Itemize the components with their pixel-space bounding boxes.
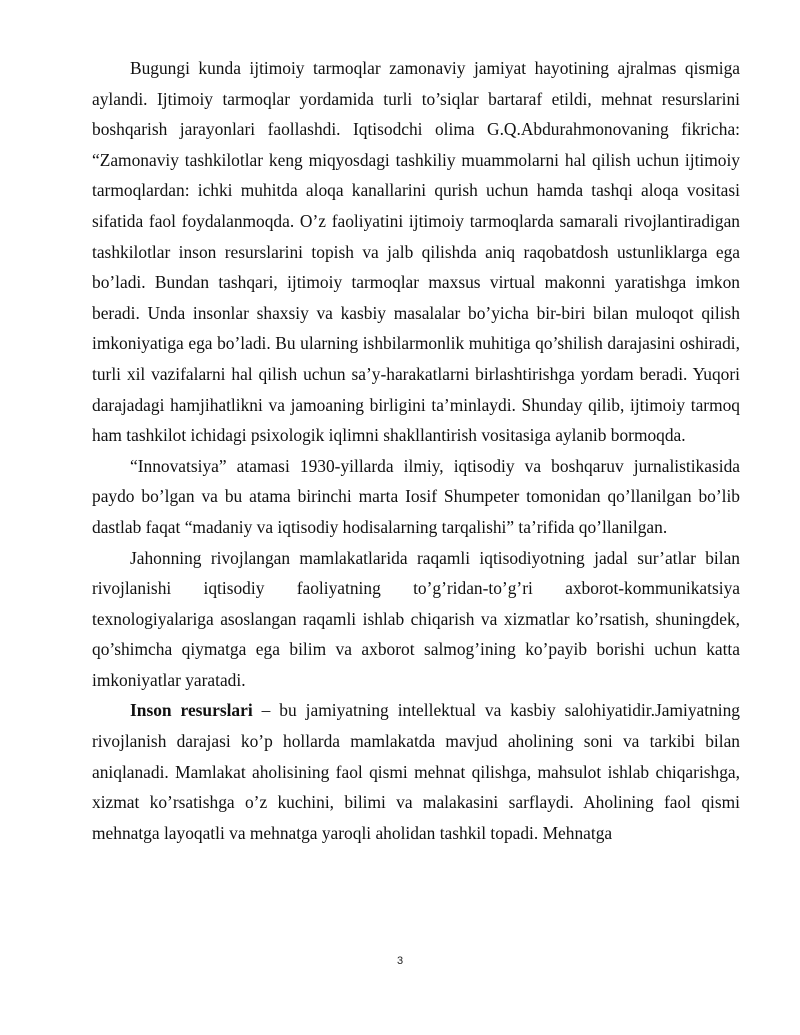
paragraph-text: Bugungi kunda ijtimoiy tarmoqlar zamonaviy jamiyat hayotining ajralmas qismiga aylandi. Ijtimoiy tarmoqlar yordamida turli to’siqlar bartaraf etildi, mehnat resurslarini boshqarish jarayonlari faollashdi. Iqtisodchi olima G.Q.Abdurahmonovaning fikricha: “Zamonaviy tashkilotlar keng miqyosdagi tashkiliy muammolarni hal qilish uchun ijtimoiy tarmoqlardan: ichki muhitda aloqa kanallarini qurish uchun hamda tashqi aloqa vositasi sifatida faol foydalanmoqda. O’z faoliyatini ijtimoiy tarmoqlarda samarali rivojlantiradigan tashkilotlar inson resurslarini topish va jalb qilishda aniq raqobatdosh ustunliklarga ega bo’ladi. Bundan tashqari, ijtimoiy tarmoqlar maxsus virtual makonni yaratishga imkon beradi. Unda insonlar shaxsiy va kasbiy masalalar bo’yicha bir-biri bilan muloqot qilish imkoniyatiga ega bo’ladi. Bu ularning ishbilarmonlik muhitiga qo’shilish darajasini oshiradi, turli xil vazifalarni hal qilish uchun sa’y-harakatlarni birlashtirishga yordam beradi. Yuqori darajadagi hamjihatlikni va jamoaning birligini ta’minlaydi. Shunday qilib, ijtimoiy tarmoq ham tashkilot ichidagi psixologik iqlimni shakllantirish vositasiga aylanib bormoqda. — [92, 58, 740, 446]
page-number: 3 — [396, 955, 404, 967]
paragraph-text: Jahonning rivojlangan mamlakatlarida raqamli iqtisodiyotning jadal sur’atlar bilan rivojlanishi iqtisodiy faoliyatning to’g’ridan-to’g’ri axborot-kommunikatsiya texnologiyalariga asoslangan raqamli ishlab chiqarish va xizmatlar ko’rsatish, shuningdek, qo’shimcha qiymatga ega bilim va axborot salmog’ining ko’payib borishi uchun katta imkoniyatlar yaratadi. — [92, 547, 740, 690]
document-page — [92, 53, 740, 848]
term-heading: Inson resurslari — [130, 700, 253, 721]
paragraph-text: – bu jamiyatning intellektual va kasbiy salohiyatidir.Jamiyatning rivojlanish darajasi ko’p hollarda mamlakatda mavjud aholining soni va tarkibi bilan aniqlanadi. Mamlakat aholisining faol qismi mehnat qilishga, mahsulot ishlab chiqarishga, xizmat ko’rsatishga o’z kuchini, bilimi va malakasini sarflaydi. Aholining faol qismi mehnatga layoqatli va mehnatga yaroqli aholidan tashkil topadi. Mehnatga — [92, 700, 740, 843]
paragraph-innovation — [92, 451, 740, 543]
paragraph-human-resources — [92, 695, 740, 848]
paragraph-text: “Innovatsiya” atamasi 1930-yillarda ilmiy, iqtisodiy va boshqaruv jurnalistikasida paydo bo’lgan va bu atama birinchi marta Iosif Shumpeter tomonidan qo’llanilgan bo’lib dastlab faqat “madaniy va iqtisodiy hodisalarning tarqalishi” ta’rifida qo’llanilgan. — [92, 455, 740, 537]
paragraph-social-networks — [92, 53, 740, 451]
paragraph-digital-economy — [92, 543, 740, 696]
